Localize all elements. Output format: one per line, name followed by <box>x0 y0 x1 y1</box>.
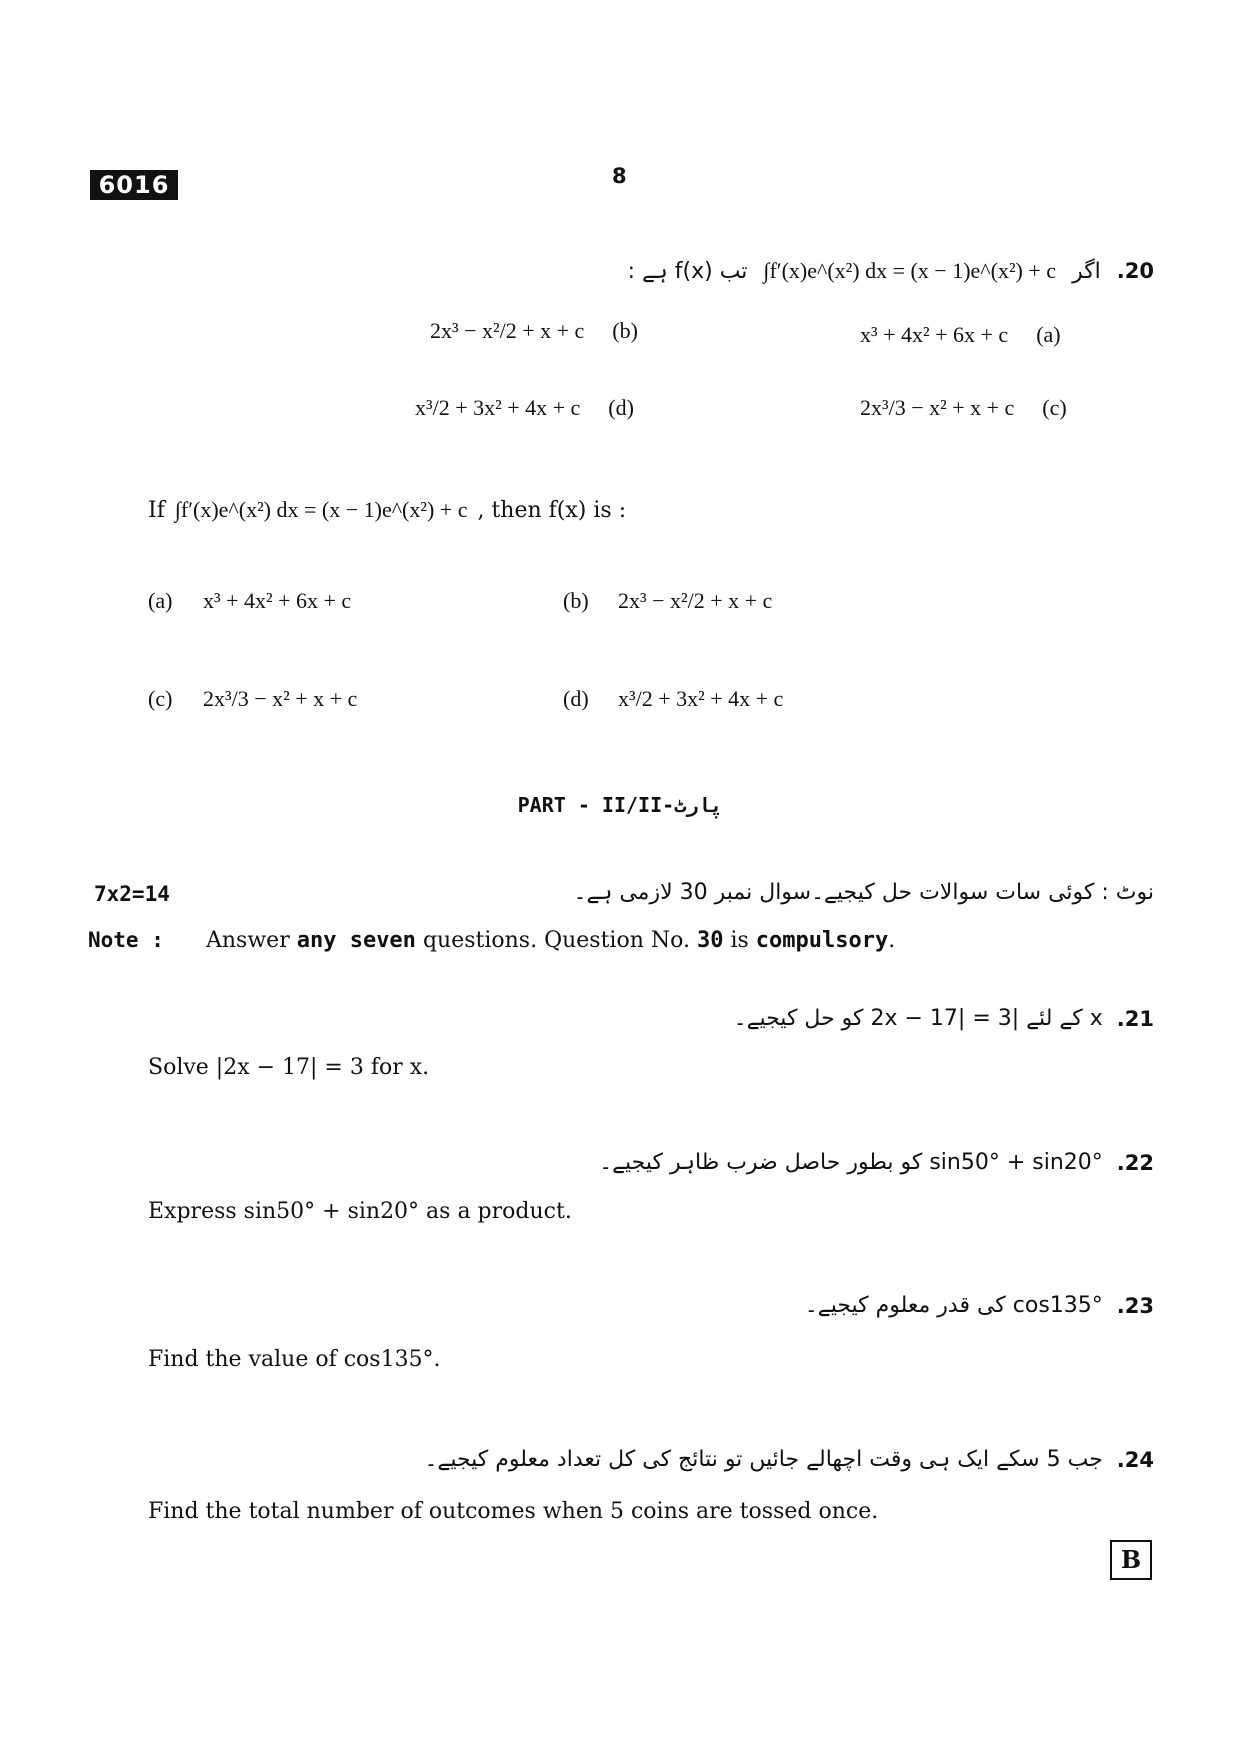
note-label: Note : <box>88 928 164 952</box>
q21-urdu-line <box>734 1006 1154 1031</box>
q20-urdu-option-a <box>860 322 1061 348</box>
option-a-label: (a) <box>1036 322 1061 347</box>
part-heading: PART - II/II-پارٹ <box>517 793 723 817</box>
q23-urdu: cos135° کی قدر معلوم کیجیے۔ <box>804 1293 1103 1318</box>
q20-urdu-suffix: تب f(x) ہے : <box>627 258 748 284</box>
note-emphasis-any-seven: any seven <box>296 928 416 953</box>
page-number: 8 <box>612 164 627 188</box>
q20-en-option-d <box>563 686 783 712</box>
q20-urdu-prefix: اگر <box>1072 258 1101 284</box>
booklet-code-box: B <box>1110 1540 1152 1580</box>
q20-english-line <box>148 497 626 523</box>
q22-english: Express sin50° + sin20° as a product. <box>148 1199 572 1224</box>
note-text-5: is <box>730 928 749 953</box>
option-c-label: (c) <box>1042 395 1067 420</box>
q24-english: Find the total number of outcomes when 5 coins are tossed once. <box>148 1499 879 1524</box>
q20-urdu-option-b <box>430 318 638 344</box>
q24-number: .24 <box>1116 1447 1154 1472</box>
option-a-expression: x³ + 4x² + 6x + c <box>860 322 1009 347</box>
q20-urdu-line <box>628 258 1154 284</box>
note-text-1: Answer <box>206 928 290 953</box>
en-option-d-expression: x³/2 + 3x² + 4x + c <box>618 686 784 711</box>
en-option-d-label: (d) <box>563 686 589 711</box>
q24-urdu-line <box>425 1447 1154 1472</box>
option-b-expression: 2x³ − x²/2 + x + c <box>430 318 585 343</box>
note-emphasis-30: 30 <box>696 928 724 953</box>
note-text-7: . <box>888 928 896 953</box>
q20-integral-urdu: ∫f′(x)e^(x²) dx = (x − 1)e^(x²) + c <box>763 258 1057 283</box>
q20-en-option-a <box>148 588 351 614</box>
option-d-label: (d) <box>608 395 634 420</box>
q21-number: .21 <box>1116 1006 1154 1031</box>
q23-english: Find the value of cos135°. <box>148 1347 441 1372</box>
en-option-c-label: (c) <box>148 686 173 711</box>
q20-urdu-option-c <box>860 395 1067 421</box>
note-english-line <box>88 928 895 953</box>
en-option-b-expression: 2x³ − x²/2 + x + c <box>618 588 773 613</box>
marks-allocation: 7x2=14 <box>94 882 170 906</box>
note-urdu: نوٹ : کوئی سات سوالات حل کیجیے۔سوال نمبر 30 لازمی ہے۔ <box>573 880 1154 905</box>
q20-en-suffix: , then f(x) is : <box>477 497 627 523</box>
q20-en-option-b <box>563 588 772 614</box>
q20-en-option-c <box>148 686 357 712</box>
q21-english: Solve |2x − 17| = 3 for x. <box>148 1055 430 1080</box>
en-option-c-expression: 2x³/3 − x² + x + c <box>203 686 358 711</box>
q22-urdu-line <box>599 1150 1154 1175</box>
q20-integral-en: ∫f′(x)e^(x²) dx = (x − 1)e^(x²) + c <box>174 497 468 522</box>
q20-number: .20 <box>1116 259 1154 283</box>
q22-urdu: sin50° + sin20° کو بطور حاصل ضرب ظاہر کیجیے۔ <box>599 1150 1103 1175</box>
q23-number: .23 <box>1116 1293 1154 1318</box>
q23-urdu-line <box>805 1293 1154 1318</box>
q20-urdu-option-d <box>415 395 634 421</box>
q22-number: .22 <box>1116 1150 1154 1175</box>
note-emphasis-compulsory: compulsory <box>755 928 889 953</box>
q24-urdu: جب 5 سکے ایک ہی وقت اچھالے جائیں تو نتائج کی کل تعداد معلوم کیجیے۔ <box>424 1447 1103 1472</box>
q21-urdu: x کے لئے |2x − 17| = 3 کو حل کیجیے۔ <box>733 1006 1103 1031</box>
option-b-label: (b) <box>612 318 638 343</box>
en-option-b-label: (b) <box>563 588 589 613</box>
note-text-3: questions. Question No. <box>422 928 690 953</box>
q20-en-prefix: If <box>148 497 165 523</box>
en-option-a-label: (a) <box>148 588 173 613</box>
en-option-a-expression: x³ + 4x² + 6x + c <box>203 588 352 613</box>
option-d-expression: x³/2 + 3x² + 4x + c <box>415 395 581 420</box>
option-c-expression: 2x³/3 − x² + x + c <box>860 395 1015 420</box>
paper-code-badge: 6016 <box>90 170 178 200</box>
